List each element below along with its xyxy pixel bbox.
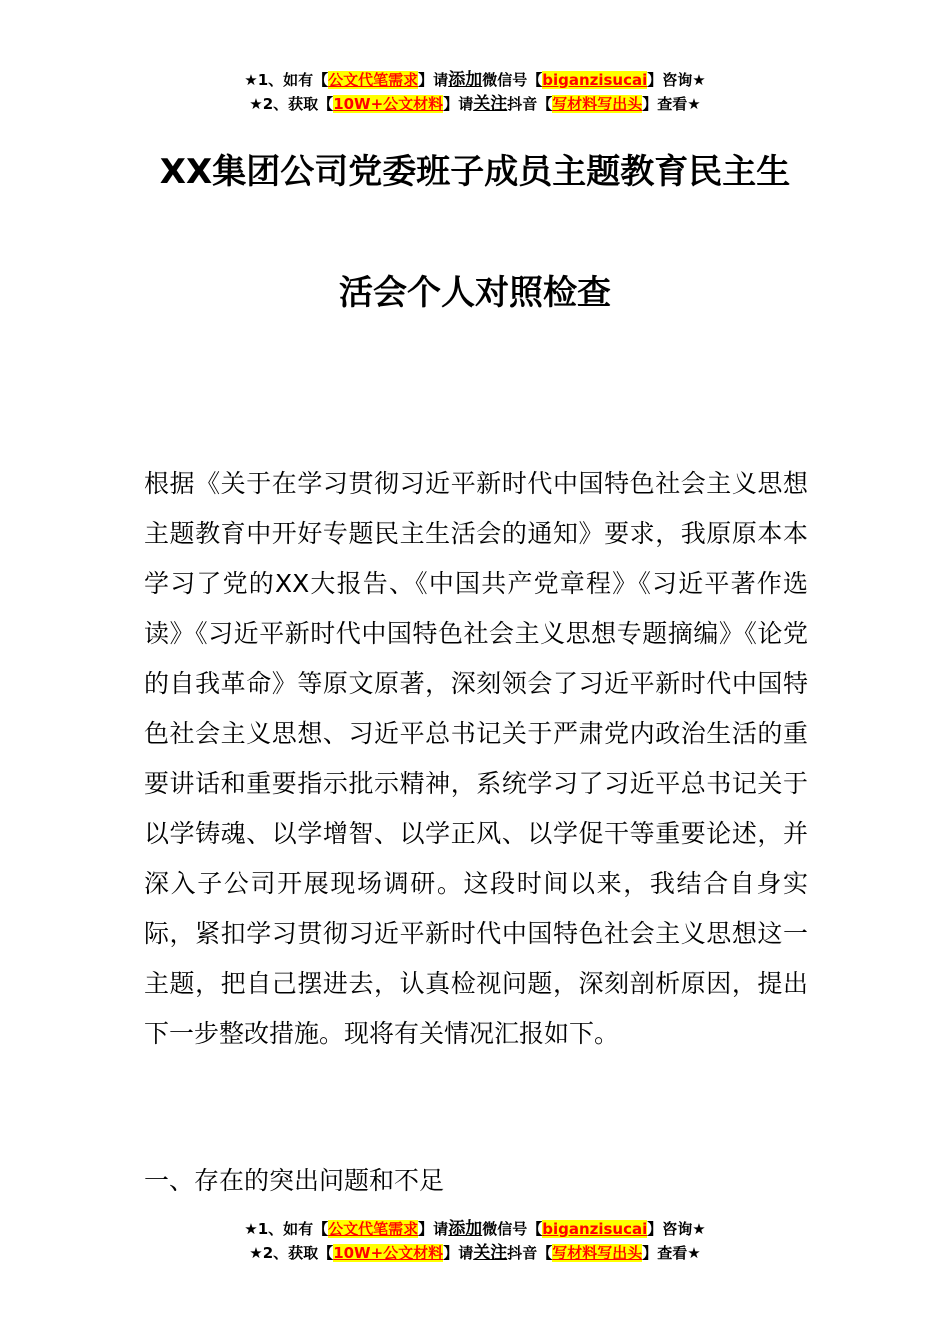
highlight-douyin-id: 写材料写出头 — [552, 95, 643, 113]
highlight-materials: 10W+公文材料 — [333, 95, 444, 113]
highlight-wechat-id: biganzisucai — [542, 1220, 648, 1238]
banner-text: 抖音【 — [507, 95, 553, 113]
banner-text: 】查看★ — [642, 1244, 701, 1262]
banner-line-2 — [0, 1241, 950, 1265]
banner-text: 】请 — [418, 1220, 449, 1238]
banner-text: 】请 — [443, 1244, 474, 1262]
document-title-line-1: XX集团公司党委班子成员主题教育民主生 — [159, 152, 791, 192]
banner-text: 微信号【 — [482, 1220, 543, 1238]
banner-line-1 — [0, 68, 950, 92]
banner-text: ★1、如有【 — [244, 1220, 329, 1238]
banner-emphasis: 添加 — [448, 1219, 483, 1239]
banner-text: 抖音【 — [507, 1244, 553, 1262]
highlight-materials: 10W+公文材料 — [333, 1244, 444, 1262]
banner-text: ★2、获取【 — [249, 1244, 334, 1262]
footer-banner — [0, 1217, 950, 1265]
banner-text: 】请 — [443, 95, 474, 113]
banner-line-2 — [0, 92, 950, 116]
banner-emphasis: 添加 — [448, 70, 483, 90]
document-title-line-2: 活会个人对照检查 — [339, 273, 611, 313]
section-heading: 一、存在的突出问题和不足 — [144, 1166, 445, 1195]
banner-text: ★1、如有【 — [244, 71, 329, 89]
banner-emphasis: 关注 — [473, 94, 508, 114]
highlight-douyin-id: 写材料写出头 — [552, 1244, 643, 1262]
banner-text: 】查看★ — [642, 95, 701, 113]
banner-text: 】咨询★ — [647, 1220, 706, 1238]
banner-text: 】请 — [418, 71, 449, 89]
highlight-service: 公文代笔需求 — [328, 71, 419, 89]
body-paragraph: 根据《关于在学习贯彻习近平新时代中国特色社会主义思想主题教育中开好专题民主生活会的通知》要求，我原原本本学习了党的XX大报告、《中国共产党章程》《习近平著作选读》《习近平新时代中国特色社会主义思想专题摘编》《论党的自我革命》等原文原著，深刻领会了习近平新时代中国特色社会主义思想、习近平总书记关于严肃党内政治生活的重要讲话和重要指示批示精神，系统学习了习近平总书记关于以学铸魂、以学增智、以学正风、以学促干等重要论述，并深入子公司开展现场调研。这段时间以来，我结合自身实际，紧扣学习贯彻习近平新时代中国特色社会主义思想这一主题，把自己摆进去，认真检视问题，深刻剖析原因，提出下一步整改措施。现将有关情况汇报如下。 — [144, 469, 808, 1048]
banner-line-1 — [0, 1217, 950, 1241]
header-banner — [0, 68, 950, 116]
highlight-wechat-id: biganzisucai — [542, 71, 648, 89]
banner-text: 微信号【 — [482, 71, 543, 89]
highlight-service: 公文代笔需求 — [328, 1220, 419, 1238]
banner-emphasis: 关注 — [473, 1243, 508, 1263]
banner-text: ★2、获取【 — [249, 95, 334, 113]
banner-text: 】咨询★ — [647, 71, 706, 89]
